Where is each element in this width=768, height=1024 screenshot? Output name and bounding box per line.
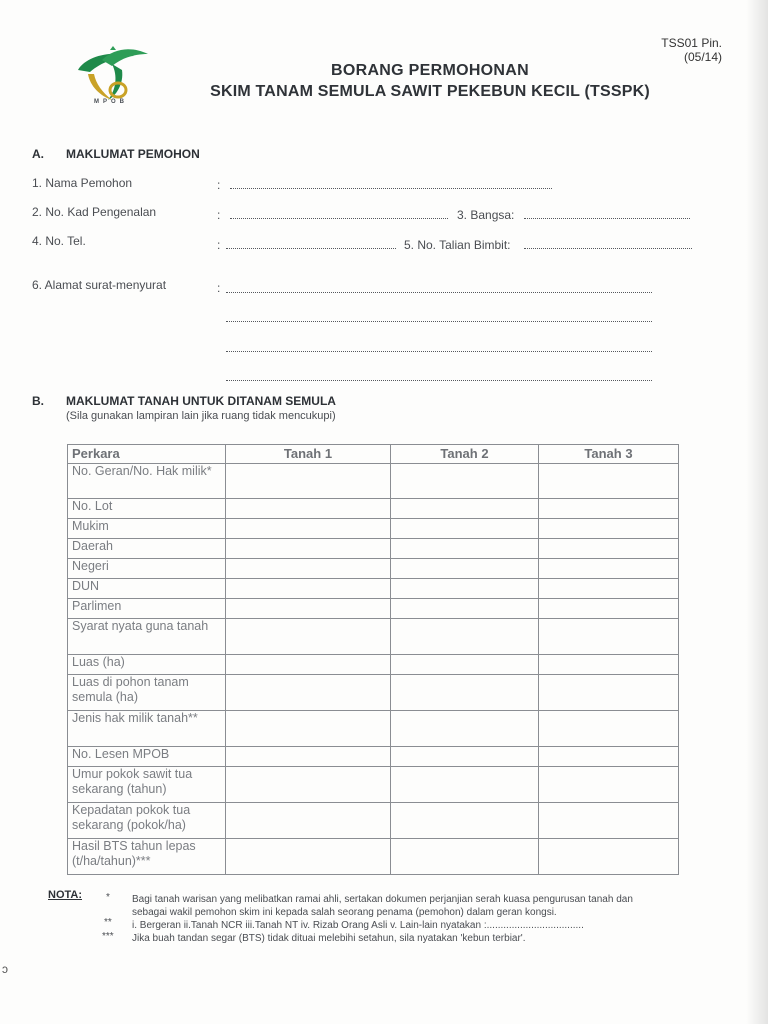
logo-text: MPOB <box>94 99 128 105</box>
land-table <box>67 444 679 875</box>
tanah-1-cell[interactable] <box>226 767 391 803</box>
alamat-field-line3[interactable] <box>226 351 652 352</box>
tanah-1-cell[interactable] <box>226 559 391 579</box>
nota-line-1a: Bagi tanah warisan yang melibatkan ramai ahli, sertakan dokumen perjanjian serah kuasa pengurusan tanah dan <box>132 894 633 905</box>
table-header-row <box>68 445 679 464</box>
tanah-2-cell[interactable] <box>391 499 539 519</box>
tanah-3-cell[interactable] <box>539 747 679 767</box>
table-row <box>68 803 679 839</box>
colon-kad: : <box>217 208 221 222</box>
label-alamat: 6. Alamat surat-menyurat <box>32 278 167 292</box>
table-row <box>68 675 679 711</box>
tanah-1-cell[interactable] <box>226 519 391 539</box>
header-perkara: Perkara <box>68 445 226 464</box>
nota-line-3: Jika buah tandan segar (BTS) tidak dituai melebihi setahun, sila nyatakan 'kebun terbiar'. <box>132 933 526 944</box>
form-code <box>630 36 722 64</box>
tel-field[interactable] <box>226 248 396 249</box>
row-label: DUN <box>68 579 226 599</box>
row-label: Luas (ha) <box>68 655 226 675</box>
row-label: Luas di pohon tanam semula (ha) <box>68 675 226 711</box>
form-code-line1: TSS01 Pin. <box>661 36 722 50</box>
row-label: Umur pokok sawit tua sekarang (tahun) <box>68 767 226 803</box>
table-row <box>68 519 679 539</box>
table-row <box>68 499 679 519</box>
title-line1: BORANG PERMOHONAN <box>331 62 529 79</box>
tanah-3-cell[interactable] <box>539 803 679 839</box>
form-title <box>150 62 710 101</box>
corner-mark: ↄ <box>2 962 8 976</box>
row-label: Mukim <box>68 519 226 539</box>
tanah-1-cell[interactable] <box>226 499 391 519</box>
header-tanah-3: Tanah 3 <box>539 445 679 464</box>
nota-line-1b: sebagai wakil pemohon skim ini kepada salah seorang penama (pemohon) dalam geran kongsi. <box>132 907 557 918</box>
table-row <box>68 619 679 655</box>
tanah-3-cell[interactable] <box>539 711 679 747</box>
tanah-3-cell[interactable] <box>539 579 679 599</box>
nota-mark-3: *** <box>102 931 114 942</box>
tanah-2-cell[interactable] <box>391 747 539 767</box>
table-row <box>68 747 679 767</box>
header-tanah-1: Tanah 1 <box>226 445 391 464</box>
colon-alamat: : <box>217 281 221 295</box>
bangsa-field[interactable] <box>524 218 690 219</box>
tanah-2-cell[interactable] <box>391 599 539 619</box>
tanah-1-cell[interactable] <box>226 539 391 559</box>
tanah-1-cell[interactable] <box>226 579 391 599</box>
tanah-3-cell[interactable] <box>539 539 679 559</box>
tanah-3-cell[interactable] <box>539 675 679 711</box>
nota-line-2: i. Bergeran ii.Tanah NCR iii.Tanah NT iv. Rizab Orang Asli v. Lain-lain nyatakan :................................... <box>132 920 584 931</box>
alamat-field-line4[interactable] <box>226 380 652 381</box>
tanah-1-cell[interactable] <box>226 711 391 747</box>
table-row <box>68 464 679 499</box>
row-label: No. Lot <box>68 499 226 519</box>
section-a-letter: A. <box>32 147 44 161</box>
section-b-title: MAKLUMAT TANAH UNTUK DITANAM SEMULA <box>66 394 336 408</box>
tanah-1-cell[interactable] <box>226 599 391 619</box>
tanah-3-cell[interactable] <box>539 839 679 875</box>
tanah-3-cell[interactable] <box>539 599 679 619</box>
table-row <box>68 767 679 803</box>
nama-field[interactable] <box>230 188 552 189</box>
tanah-2-cell[interactable] <box>391 559 539 579</box>
label-tel: 4. No. Tel. <box>32 234 86 248</box>
table-row <box>68 839 679 875</box>
table-row <box>68 599 679 619</box>
tanah-2-cell[interactable] <box>391 839 539 875</box>
row-label: Negeri <box>68 559 226 579</box>
row-label: No. Lesen MPOB <box>68 747 226 767</box>
tanah-3-cell[interactable] <box>539 464 679 499</box>
row-label: No. Geran/No. Hak milik* <box>68 464 226 499</box>
tanah-2-cell[interactable] <box>391 711 539 747</box>
kad-field[interactable] <box>230 218 448 219</box>
table-row <box>68 579 679 599</box>
tanah-3-cell[interactable] <box>539 499 679 519</box>
tanah-3-cell[interactable] <box>539 767 679 803</box>
title-line2: SKIM TANAM SEMULA SAWIT PEKEBUN KECIL (TSSPK) <box>210 83 650 100</box>
row-label: Syarat nyata guna tanah <box>68 619 226 655</box>
alamat-field-line1[interactable] <box>226 292 652 293</box>
nota-mark-1: * <box>106 892 110 903</box>
tanah-1-cell[interactable] <box>226 747 391 767</box>
tanah-2-cell[interactable] <box>391 519 539 539</box>
tanah-2-cell[interactable] <box>391 579 539 599</box>
label-kad: 2. No. Kad Pengenalan <box>32 205 157 219</box>
colon-tel: : <box>217 238 221 252</box>
table-row <box>68 539 679 559</box>
tanah-1-cell[interactable] <box>226 839 391 875</box>
nota-heading: NOTA: <box>48 889 83 901</box>
tanah-3-cell[interactable] <box>539 519 679 539</box>
nota-mark-2: ** <box>104 917 112 928</box>
tanah-2-cell[interactable] <box>391 464 539 499</box>
table-row <box>68 711 679 747</box>
tanah-2-cell[interactable] <box>391 539 539 559</box>
tanah-2-cell[interactable] <box>391 619 539 655</box>
tanah-2-cell[interactable] <box>391 655 539 675</box>
tanah-1-cell[interactable] <box>226 464 391 499</box>
tanah-1-cell[interactable] <box>226 655 391 675</box>
tanah-1-cell[interactable] <box>226 675 391 711</box>
tanah-3-cell[interactable] <box>539 619 679 655</box>
label-nama: 1. Nama Pemohon <box>32 176 133 190</box>
colon-nama: : <box>217 178 221 192</box>
tanah-2-cell[interactable] <box>391 803 539 839</box>
table-row <box>68 559 679 579</box>
section-b-note: (Sila gunakan lampiran lain jika ruang tidak mencukupi) <box>66 410 336 422</box>
bimbit-field[interactable] <box>524 248 692 249</box>
tanah-2-cell[interactable] <box>391 767 539 803</box>
alamat-field-line2[interactable] <box>226 321 652 322</box>
row-label: Daerah <box>68 539 226 559</box>
tanah-1-cell[interactable] <box>226 803 391 839</box>
table-row <box>68 655 679 675</box>
label-bangsa: 3. Bangsa: <box>457 208 515 222</box>
tanah-3-cell[interactable] <box>539 559 679 579</box>
section-b-letter: B. <box>32 394 44 408</box>
row-label: Parlimen <box>68 599 226 619</box>
table-body <box>68 464 679 875</box>
tanah-2-cell[interactable] <box>391 675 539 711</box>
header-tanah-2: Tanah 2 <box>391 445 539 464</box>
row-label: Hasil BTS tahun lepas (t/ha/tahun)*** <box>68 839 226 875</box>
form-code-line2: (05/14) <box>683 50 722 64</box>
row-label: Jenis hak milik tanah** <box>68 711 226 747</box>
tanah-3-cell[interactable] <box>539 655 679 675</box>
row-label: Kepadatan pokok tua sekarang (pokok/ha) <box>68 803 226 839</box>
section-a-title: MAKLUMAT PEMOHON <box>66 147 200 161</box>
scan-edge-shadow <box>746 0 768 1024</box>
tanah-1-cell[interactable] <box>226 619 391 655</box>
label-bimbit: 5. No. Talian Bimbit: <box>404 238 511 252</box>
